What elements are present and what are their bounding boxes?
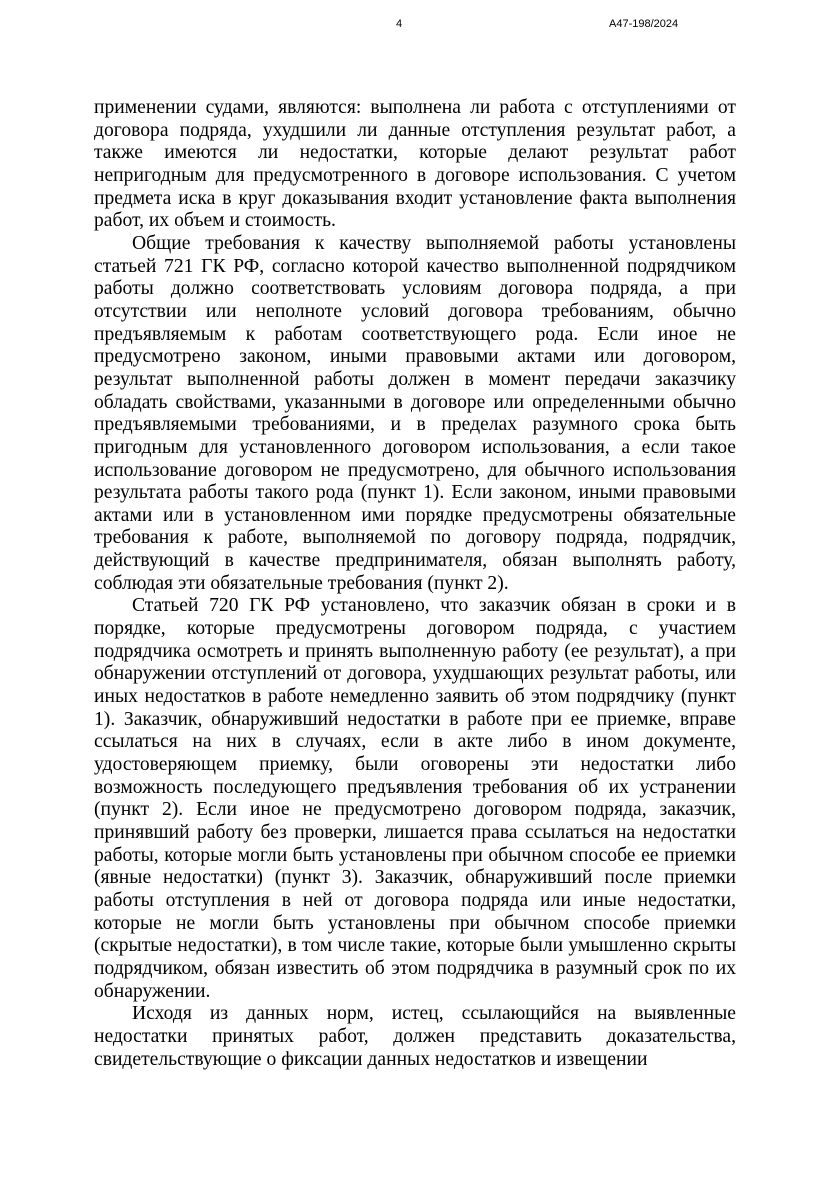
page-header — [0, 18, 828, 38]
paragraph-plaintiff-burden: Исходя из данных норм, истец, ссылающийся на выявленные недостатки принятых работ, должен представить доказательства, свидетельствующие о фиксации данных недостатков и извещении — [94, 1003, 736, 1070]
page-number: 4 — [396, 18, 403, 30]
paragraph-article-720: Статьей 720 ГК РФ установлено, что заказчик обязан в сроки и в порядке, которые предусмотрены договором подряда, с участием подрядчика осмотреть и принять выполненную работу (ее результат), а при обнаружении отступлений от договора, ухудшающих результат работы, или иных недостатков в работе немедленно заявить об этом подрядчику (пункт 1). Заказчик, обнаруживший недостатки в работе при ее приемке, вправе ссылаться на них в случаях, если в акте либо в ином документе, удостоверяющем приемку, были оговорены эти недостатки либо возможность последующего предъявления требования об их устранении (пункт 2). Если иное не предусмотрено договором подряда, заказчик, принявший работу без проверки, лишается права ссылаться на недостатки работы, которые могли быть установлены при обычном способе ее приемки (явные недостатки) (пункт 3). Заказчик, обнаруживший после приемки работы отступления в ней от договора подряда или иные недостатки, которые не могли быть установлены при обычном способе приемки (скрытые недостатки), в том числе такие, которые были умышленно скрыты подрядчиком, обязан известить об этом подрядчика в разумный срок по их обнаружении. — [94, 595, 736, 1002]
case-number: А47-198/2024 — [609, 18, 679, 30]
document-body — [94, 97, 736, 1071]
paragraph-continuation: применении судами, являются: выполнена ли работа с отступлениями от договора подряда, ухудшили ли данные отступления результат работ, а также имеются ли недостатки, которые делают результат работ непригодным для предусмотренного в договоре использования. С учетом предмета иска в круг доказывания входит установление факта выполнения работ, их объем и стоимость. — [94, 97, 736, 232]
paragraph-article-721: Общие требования к качеству выполняемой работы установлены статьей 721 ГК РФ, согласно которой качество выполненной подрядчиком работы должно соответствовать условиям договора подряда, а при отсутствии или неполноте условий договора требованиям, обычно предъявляемым к работам соответствующего рода. Если иное не предусмотрено законом, иными правовыми актами или договором, результат выполненной работы должен в момент передачи заказчику обладать свойствами, указанными в договоре или определенными обычно предъявляемыми требованиями, и в пределах разумного срока быть пригодным для установленного договором использования, а если такое использование договором не предусмотрено, для обычного использования результата работы такого рода (пункт 1). Если законом, иными правовыми актами или в установленном ими порядке предусмотрены обязательные требования к работе, выполняемой по договору подряда, подрядчик, действующий в качестве предпринимателя, обязан выполнять работу, соблюдая эти обязательные требования (пункт 2). — [94, 232, 736, 594]
